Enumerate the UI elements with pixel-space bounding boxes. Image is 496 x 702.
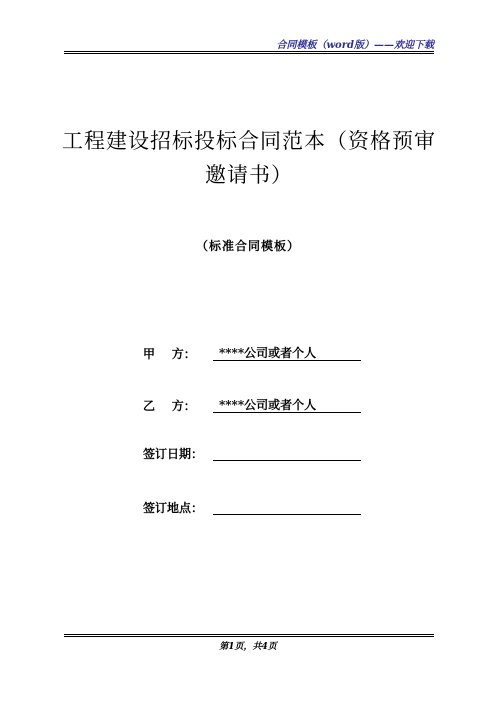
signing-date-field [143, 445, 213, 463]
party-b-field [143, 397, 317, 415]
party-a-field [143, 345, 317, 363]
document-title: 工程建设招标投标合同范本（资格预审邀请书） [62, 129, 436, 187]
header-divider [64, 51, 434, 54]
party-b-label: 乙 方： [143, 399, 196, 413]
signing-place-value [213, 499, 361, 515]
footer-divider [64, 634, 434, 637]
page-header-text: 合同模板（word版）——欢迎下载 [276, 40, 434, 51]
document-subtitle: （标准合同模板） [195, 239, 300, 253]
signing-place-field [143, 499, 213, 517]
page-number: 第1页，共4页 [219, 642, 277, 652]
signing-place-label: 签订地点： [143, 501, 204, 515]
party-a-value: ****公司或者个人 [213, 345, 361, 361]
signing-date-label: 签订日期： [143, 447, 204, 461]
party-a-label: 甲 方： [143, 347, 196, 361]
signing-date-value [213, 445, 361, 461]
party-b-value: ****公司或者个人 [213, 397, 361, 413]
